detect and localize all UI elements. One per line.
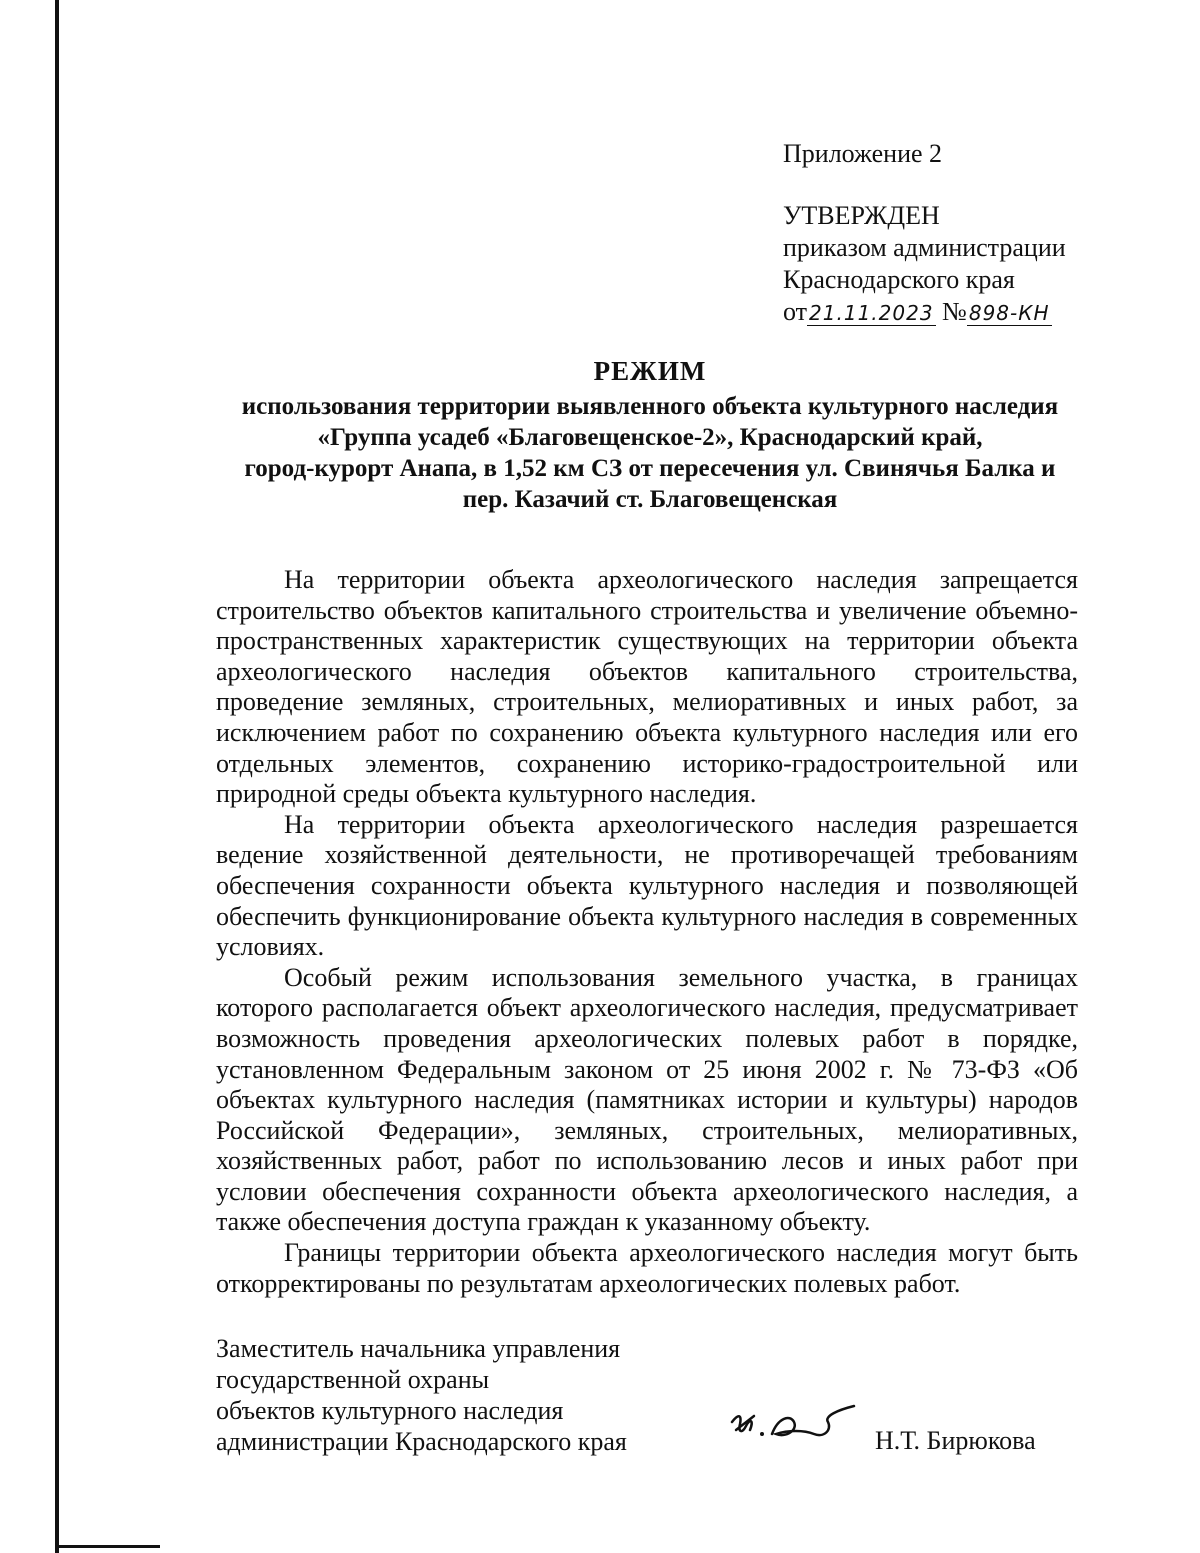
order-date: 21.11.2023 [809,301,934,325]
document-title-block [200,356,1100,515]
document-body [216,565,1078,1299]
order-number: 898-КН [968,301,1050,325]
date-prefix: от [783,297,808,326]
subtitle-line: «Группа усадеб «Благовещенское-2», Краснодарский край, [317,424,983,451]
approval-region-line: Краснодарского края [783,265,1015,294]
signer-name: Н.Т. Бирюкова [875,1426,1036,1455]
approved-label: УТВЕРЖДЕН [783,201,940,230]
body-paragraph: На территории объекта археологического наследия запрещается строительство объектов капитального строительства и увеличение объемно-пространственных характеристик существующих на территории объекта археологического наследия объектов капитального строительства, проведение земляных, строительных, мелиоративных и иных работ, за исключением работ по сохранению объекта культурного наследия или его отдельных элементов, сохранению историко-градостроительной или природной среды объекта культурного наследия. [216,565,1078,809]
subtitle-line: пер. Казачий ст. Благовещенская [462,486,838,513]
approval-order-line: приказом администрации [783,233,1066,262]
body-paragraph: Особый режим использования земельного участка, в границах которого располагается объект археологического наследия, предусматривает возможность проведения археологических полевых работ в порядке, установленном Федеральным законом от 25 июня 2002 г. № 73-ФЗ «Об объектах культурного наследия (памятниках истории и культуры) народов Российской Федерации», земляных, строительных, мелиоративных, хозяйственных работ, работ по использованию лесов и иных работ при условии обеспечения сохранности объекта археологического наследия, а также обеспечения доступа граждан к указанному объекту. [216,962,1078,1237]
scan-edge-bottom [55,1545,160,1548]
number-prefix: № [942,297,967,326]
scan-edge-left [55,0,59,1553]
position-line: администрации Краснодарского края [216,1427,627,1456]
document-title: РЕЖИМ [593,356,707,386]
position-line: Заместитель начальника управления [216,1334,621,1363]
appendix-label: Приложение 2 [783,139,943,168]
approval-date-number-line [783,296,1143,329]
approval-block [783,138,1143,329]
signatory-position [216,1333,627,1457]
subtitle-line: использования территории выявленного объекта культурного наследия [241,393,1059,420]
position-line: государственной охраны [216,1365,490,1394]
body-paragraph: На территории объекта археологического наследия разрешается ведение хозяйственной деятельности, не противоречащей требованиям обеспечения сохранности объекта культурного наследия и позволяющей обеспечить функционирование объекта культурного наследия в современных условиях. [216,809,1078,962]
subtitle-line: город-курорт Анапа, в 1,52 км СЗ от пересечения ул. Свинячья Балка и [244,455,1056,482]
handwritten-signature [728,1400,858,1448]
body-paragraph: Границы территории объекта археологического наследия могут быть откорректированы по результатам археологических полевых работ. [216,1238,1078,1298]
position-line: объектов культурного наследия [216,1396,564,1425]
